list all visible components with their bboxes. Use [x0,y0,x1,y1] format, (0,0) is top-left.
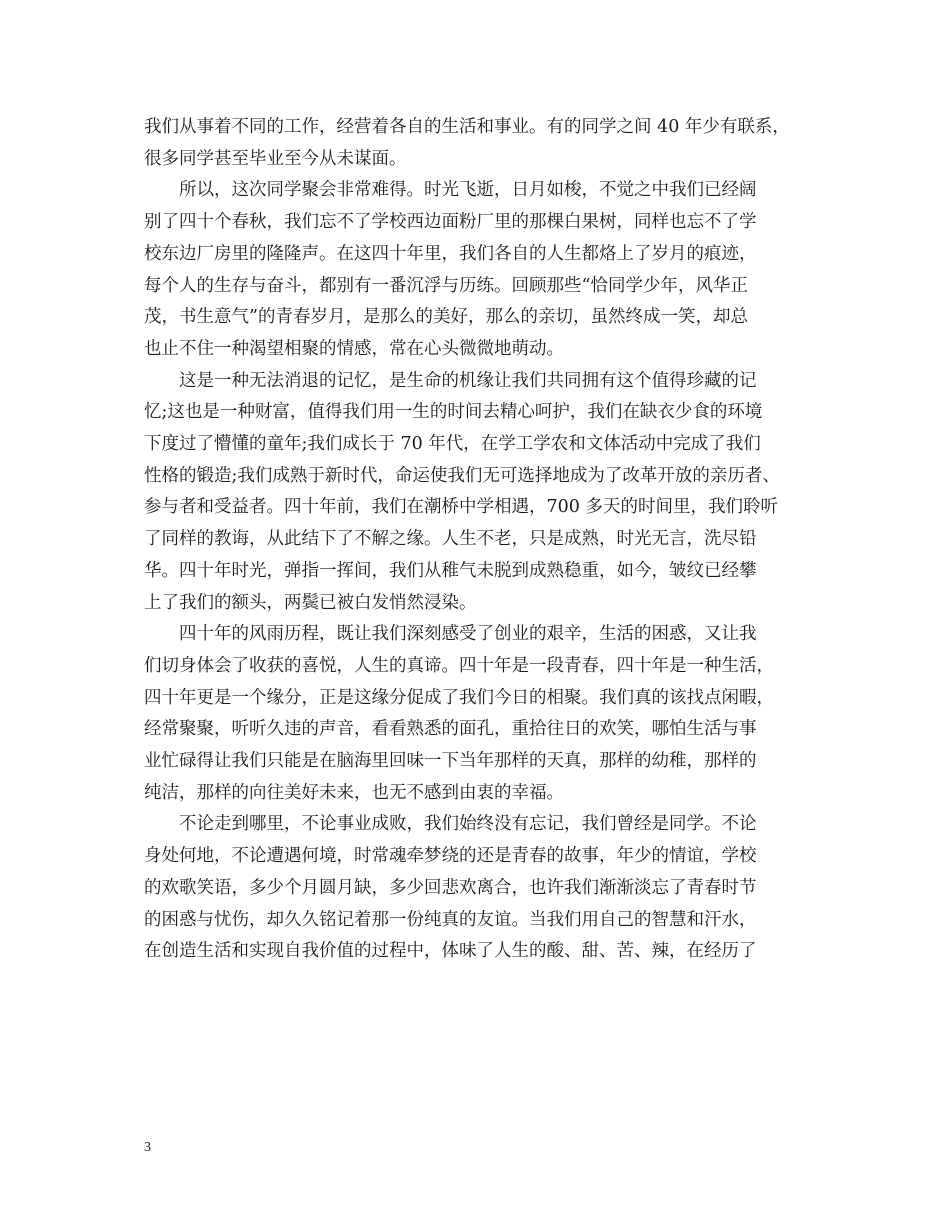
paragraph-line: 别了四十个春秋，我们忘不了学校西边面粉厂里的那棵白果树，同样也忘不了学 [144,212,757,233]
paragraph-line: 所以，这次同学聚会非常难得。时光飞逝，日月如梭，不觉之中我们已经阔 [179,180,757,201]
paragraph-line: 在创造生活和实现自我价值的过程中，体味了人生的酸、甜、苦、辣，在经历了 [144,941,757,962]
page-number: 3 [144,1140,151,1155]
paragraph-line: 四十年的风雨历程，既让我们深刻感受了创业的艰辛，生活的困惑，又让我 [179,624,757,645]
paragraph-line: 的困惑与忧伤，却久久铭记着那一份纯真的友谊。当我们用自己的智慧和汗水， [144,909,757,930]
paragraph-line: 纯洁，那样的向往美好未来，也无不感到由衷的幸福。 [144,782,564,803]
paragraph-line: 校东边厂房里的隆隆声。在这四十年里，我们各自的人生都烙上了岁月的痕迹， [144,243,757,264]
body-text [144,112,819,968]
paragraph-line: 性格的锻造;我们成熟于新时代，命运使我们无可选择地成为了改革开放的亲历者、 [144,465,780,486]
paragraph-line: 四十年更是一个缘分，正是这缘分促成了我们今日的相聚。我们真的该找点闲暇， [144,687,774,708]
paragraph-line: 下度过了懵懂的童年;我们成长于 70 年代，在学工学农和文体活动中完成了我们 [144,434,761,455]
paragraph-line: 上了我们的额头，两鬓已被白发悄然浸染。 [144,592,477,613]
paragraph-line: 也止不住一种渴望相聚的情感，常在心头微微地萌动。 [144,338,564,359]
paragraph-line: 参与者和受益者。四十年前，我们在潮桥中学相遇，700 多天的时间里，我们聆听 [144,497,778,518]
paragraph-line: 经常聚聚，听听久违的声音，看看熟悉的面孔，重拾往日的欢笑，哪怕生活与事 [144,719,757,740]
paragraph-line: 我们从事着不同的工作，经营着各自的生活和事业。有的同学之间 40 年少有联系， [144,117,790,137]
paragraph-line: 很多同学甚至毕业至今从未谋面。 [144,148,407,169]
paragraph-line: 这是一种无法消退的记忆，是生命的机缘让我们共同拥有这个值得珍藏的记 [179,370,757,391]
paragraph-line: 华。四十年时光，弹指一挥间，我们从稚气未脱到成熟稳重，如今，皱纹已经攀 [144,560,757,581]
paragraph-line: 们切身体会了收获的喜悦，人生的真谛。四十年是一段青春，四十年是一种生活， [144,655,774,676]
paragraph-line: 了同样的教诲，从此结下了不解之缘。人生不老，只是成熟，时光无言，洗尽铅 [144,529,757,550]
paragraph-line: 的欢歌笑语，多少个月圆月缺，多少回悲欢离合，也许我们渐渐淡忘了青春时节 [144,877,757,898]
paragraph-line: 忆;这也是一种财富，值得我们用一生的时间去精心呵护，我们在缺衣少食的环境 [144,402,763,423]
paragraph-line: 每个人的生存与奋斗，都别有一番沉浮与历练。回顾那些“恰同学少年，风华正 [144,275,748,296]
paragraph-line: 茂，书生意气”的青春岁月，是那么的美好，那么的亲切，虽然终成一笑，却总 [144,307,748,328]
paragraph-line: 身处何地，不论遭遇何境，时常魂牵梦绕的还是青春的故事，年少的情谊，学校 [144,846,757,867]
paragraph-line: 不论走到哪里，不论事业成败，我们始终没有忘记，我们曾经是同学。不论 [179,814,757,835]
paragraph-line: 业忙碌得让我们只能是在脑海里回味一下当年那样的天真，那样的幼稚，那样的 [144,751,757,772]
